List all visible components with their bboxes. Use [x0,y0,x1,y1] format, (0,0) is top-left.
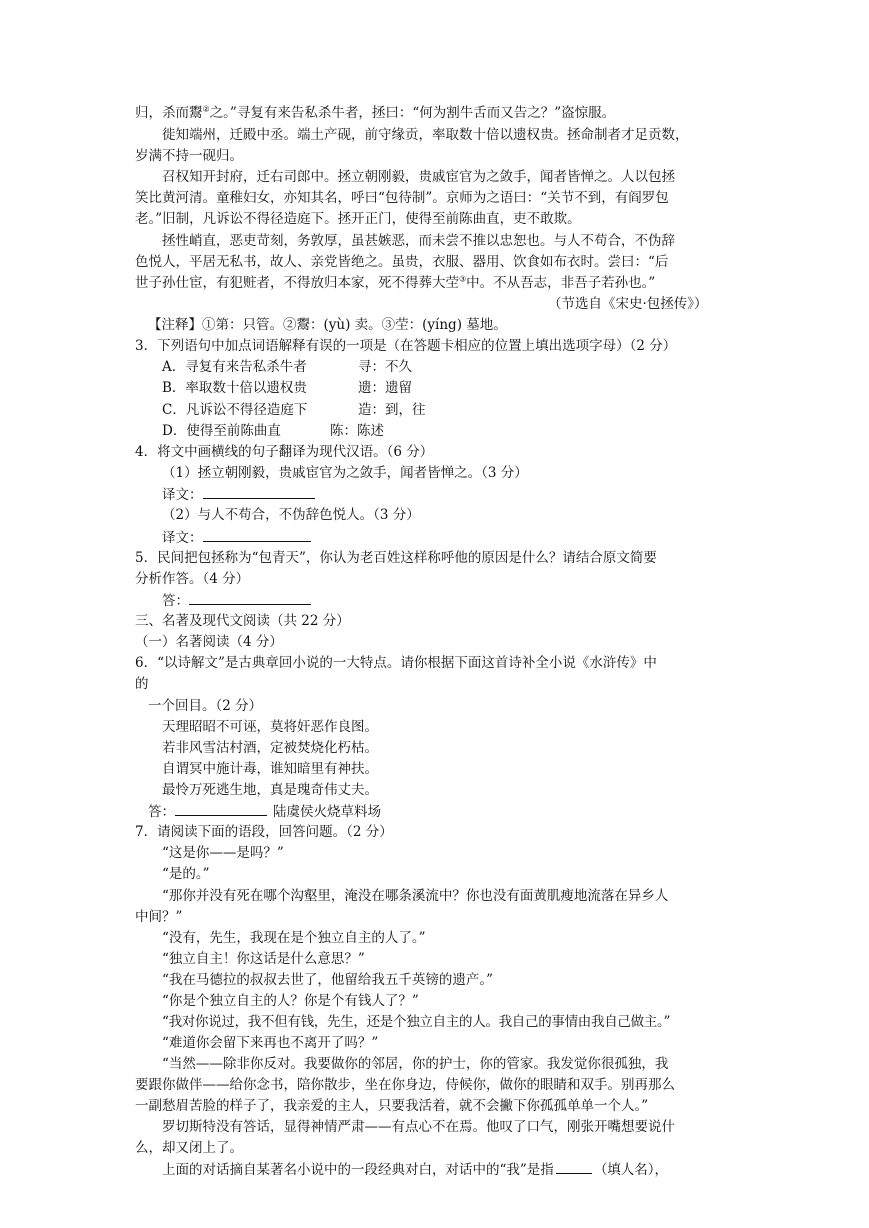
question-6-line: 的 [135,676,149,692]
dialogue-line: “我在马德拉的叔叔去世了，他留给我五千英镑的遗产。” [162,972,494,988]
question-3-stem: 3．下列语句中加点词语解释有误的一项是（在答题卡相应的位置上填出选项字母）（2 分） [135,338,677,354]
answer-blank[interactable] [189,590,311,605]
question-6-line: 6．“以诗解文”是古典章回小说的一大特点。请你根据下面这首诗补全小说《水浒传》中 [135,655,657,671]
dialogue-line: 中间？” [135,909,183,925]
answer-blank[interactable] [556,1159,592,1174]
poem-line: 若非风雪沽村酒，定被焚烧化朽枯。 [162,740,378,756]
passage-line: 世子孙仕宦，有犯赃者，不得放归本家，死不得葬大茔③中。不从吾志，非吾子若孙也。” [135,274,656,291]
section-title: 三、名著及现代文阅读（共 22 分） [135,613,350,629]
dialogue-line: “你是个独立自主的人？你是个有钱人了？” [162,993,419,1009]
dialogue-line: “没有，先生，我现在是个独立自主的人了。” [162,930,426,946]
question-6-line: 一个回目。（2 分） [148,698,263,714]
question-4-sub2: （2）与人不苟合，不伪辞色悦人。（3 分） [162,507,420,523]
narration-line: 罗切斯特没有答话，显得神情严肃——有点心不在焉。他叹了口气，刚张开嘴想要说什 [162,1119,675,1135]
poem-line: 天理昭昭不可诬，莫将奸恶作良图。 [162,719,378,735]
dialogue-line: “我对你说过，我不但有钱，先生，还是个独立自主的人。我自己的事情由我自己做主。” [162,1014,671,1030]
question-4-sub1: （1）拯立朝刚毅，贵戚宦官为之敛手，闻者皆惮之。（3 分） [162,465,528,481]
dialogue-line: “独立自主！你这话是什么意思？” [162,951,365,967]
passage-line: 徙知端州，迁殿中丞。端土产砚，前守缘贡，率取数十倍以遗权贵。拯命制者才足贡数， [162,127,689,143]
passage-notes: 【注释】①第：只管。②鬻：(yù) 卖。③茔：(yíng) 墓地。 [148,317,507,333]
dialogue-line: “难道你会留下来再也不离开了吗？” [162,1035,379,1051]
answer-blank[interactable] [203,527,311,542]
question-7-prompt: 上面的对话摘自某著名小说中的一段经典对白，对话中的“我”是指 （填人名）， [162,1159,668,1180]
passage-line: 笑比黄河清。童稚妇女，亦知其名，呼曰“包待制”。京师为之语曰：“关节不到，有阎罗包 [135,190,669,206]
passage-line: 拯性峭直，恶吏苛刻，务敦厚，虽甚嫉恶，而未尝不推以忠恕也。与人不苟合，不伪辞 [162,233,675,249]
option-a-gloss: 寻：不久 [358,359,412,375]
answer-blank[interactable] [175,801,267,816]
answer-line-6: 答： 陆虞侯火烧草料场 [148,801,381,822]
passage-line: 老。”旧制，凡诉讼不得径造庭下。拯开正门，使得至前陈曲直，吏不敢欺。 [135,211,581,227]
passage-line: 色悦人，平居无私书，故人、亲党皆绝之。虽贵，衣服、器用、饮食如布衣时。尝曰：“后 [135,254,669,270]
dialogue-line: “是的。” [162,866,210,882]
poem-line: 最怜万死逃生地，真是瑰奇伟丈夫。 [162,782,378,798]
option-b-gloss: 遗：遗留 [358,380,412,396]
dialogue-line: 要跟你做伴——给你念书，陪你散步，坐在你身边，侍候你，做你的眼睛和双手。别再那么 [135,1077,675,1093]
subsection-title: （一）名著阅读（4 分） [135,634,283,650]
option-d-gloss: 陈：陈述 [330,423,384,439]
question-5-line: 5．民间把包拯称为“包青天”，你认为老百姓这样称呼他的原因是什么？请结合原文简要 [135,550,657,566]
passage-source: （节选自《宋史·包拯传》） [548,296,708,312]
narration-line: 么，却又闭上了。 [135,1140,243,1156]
answer-line-4-2: 译文： [162,527,311,548]
passage-line: 岁满不持一砚归。 [135,148,243,164]
dialogue-line: “这是你——是吗？” [162,845,284,861]
answer-blank[interactable] [203,484,315,499]
option-a: A．寻复有来告私杀牛者 [162,359,307,375]
option-c: C．凡诉讼不得径造庭下 [162,402,308,418]
answer-line-5: 答： [162,590,311,611]
option-b: B．率取数十倍以遗权贵 [162,380,307,396]
passage-line: 召权知开封府，迁右司郎中。拯立朝刚毅，贵戚宦官为之敛手，闻者皆惮之。人以包拯 [162,169,675,185]
question-7-stem: 7．请阅读下面的语段，回答问题。（2 分） [135,824,393,840]
passage-line: 归，杀而鬻②之。”寻复有来告私杀牛者，拯曰：“何为割牛舌而又告之？”盗惊服。 [135,104,616,121]
dialogue-line: 一副愁眉苦脸的样子了，我亲爱的主人，只要我活着，就不会撇下你孤孤单单一个人。” [135,1098,649,1114]
answer-line-4-1: 译文： [162,484,315,505]
question-4-stem: 4．将文中画横线的句子翻译为现代汉语。（6 分） [135,444,434,460]
option-c-gloss: 造：到，往 [358,402,426,418]
option-d: D．使得至前陈曲直 [162,423,281,439]
question-5-line: 分析作答。（4 分） [135,571,250,587]
dialogue-line: “当然——除非你反对。我要做你的邻居，你的护士，你的管家。我发觉你很孤独，我 [162,1056,669,1072]
dialogue-line: “那你并没有死在哪个沟壑里，淹没在哪条溪流中？你也没有面黄肌瘦地流落在异乡人 [162,888,669,904]
poem-line: 自谓冥中施计毒，谁知暗里有神扶。 [162,761,378,777]
